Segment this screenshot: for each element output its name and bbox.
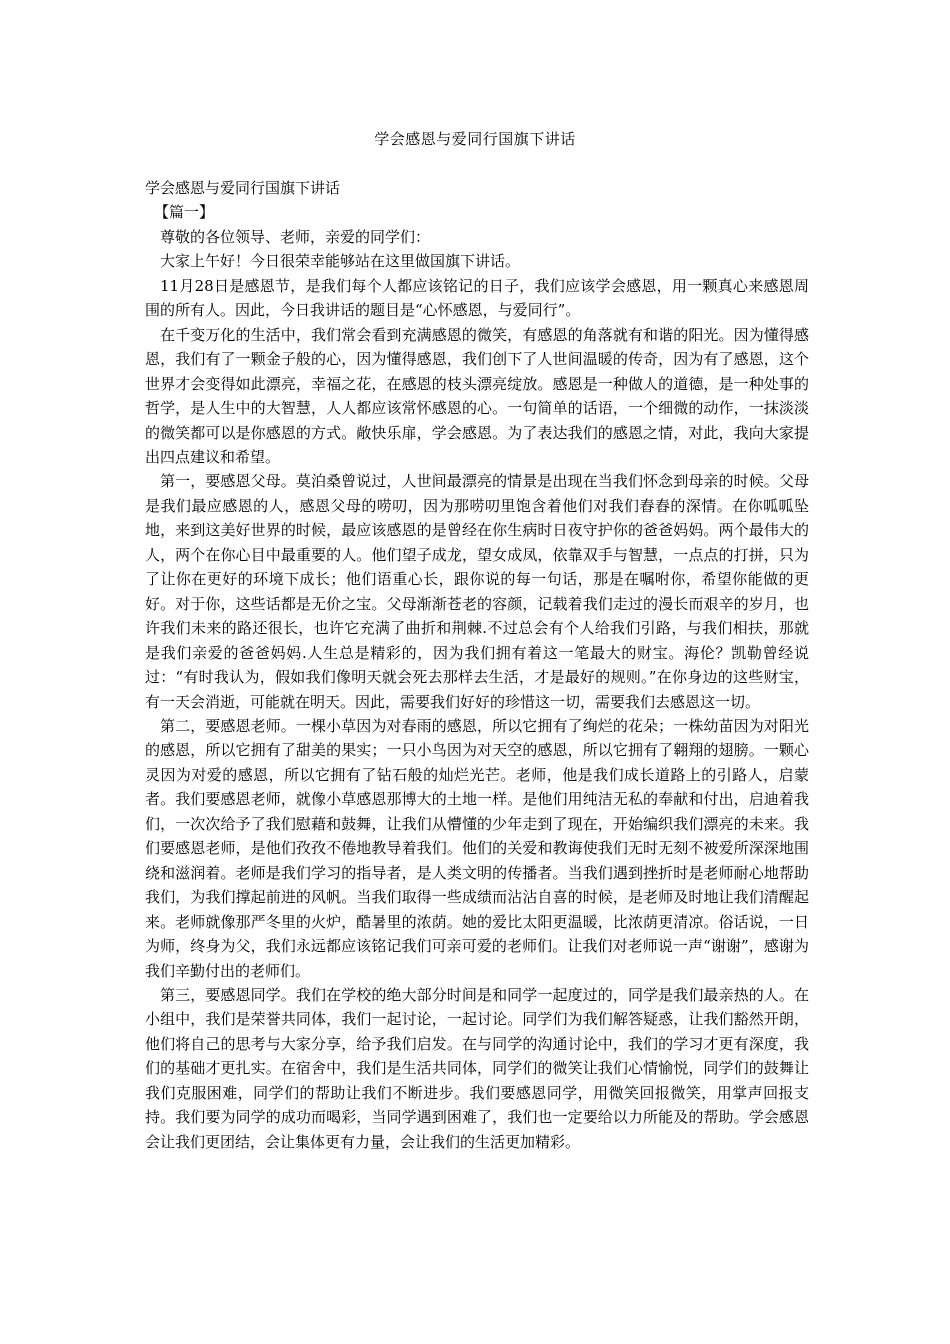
paragraph-intro: 11月28日是感恩节，是我们每个人都应该铭记的日子，我们应该学会感恩，用一颗真心来感恩周围的所有人。因此，今日我讲话的题目是“心怀感恩，与爱同行”。 xyxy=(145,276,809,320)
document-subtitle: 学会感恩与爱同行国旗下讲话 xyxy=(145,179,341,197)
paragraph-greeting: 大家上午好！今日很荣幸能够站在这里做国旗下讲话。 xyxy=(160,252,521,271)
paragraph-classmates: 第三，要感恩同学。我们在学校的绝大部分时间是和同学一起度过的，同学是我们最亲热的人。在小组中，我们是荣誉共同体，我们一起讨论，一起讨论。同学们为我们解答疑惑，让我们豁然开朗，他们将自己的思考与大家分享，给予我们启发。在与同学的沟通讨论中，我们的学习才更有深度，我们的基础才更扎实。在宿舍中，我们是生活共同体，同学们的微笑让我们心情愉悦，同学们的鼓舞让我们克服困难，同学们的帮助让我们不断进步。我们要感恩同学，用微笑回报微笑，用掌声回报支持。我们要为同学的成功而喝彩，当同学遇到困难了，我们也一定要给以力所能及的帮助。学会感恩会让我们更团结，会让集体更有力量，会让我们的生活更加精彩。 xyxy=(145,985,809,1151)
document-body xyxy=(145,176,809,1154)
paragraph-salutation: 尊敬的各位领导、老师，亲爱的同学们： xyxy=(160,227,431,246)
paragraph-parents: 第一，要感恩父母。莫泊桑曾说过，人世间最漂亮的情景是出现在当我们怀念到母亲的时候。父母是我们最应感恩的人，感恩父母的唠叨，因为那唠叨里饱含着他们对我们舂舂的深情。在你呱呱坠地，来到这美好世界的时候，最应该感恩的是曾经在你生病时日夜守护你的爸爸妈妈。两个最伟大的人，两个在你心目中最重要的人。他们望子成龙，望女成凤，依靠双手与智慧，一点点的打拼，只为了让你在更好的环境下成长；他们语重心长，跟你说的每一句话，那是在嘱咐你，希望你能做的更好。对于你，这些话都是无价之宝。父母渐渐苍老的容颜，记载着我们走过的漫长而艰辛的岁月，也许我们未来的路还很长，也许它充满了曲折和荆棘.不过总会有个人给我们引路，与我们相扶，那就是我们亲爱的爸爸妈妈.人生总是精彩的，因为我们拥有着这一笔最大的财宝。海伦？凯勒曾经说过：“有时我认为，假如我们像明天就会死去那样去生活，才是最好的规则。”在你身边的这些财宝，有一天会消逝，可能就在明天。因此，需要我们好好的珍惜这一切，需要我们去感恩这一切。 xyxy=(145,472,809,711)
paragraph-teachers: 第二，要感恩老师。一棵小草因为对春雨的感恩，所以它拥有了绚烂的花朵；一株幼苗因为对阳光的感恩，所以它拥有了甜美的果实；一只小鸟因为对天空的感恩，所以它拥有了翱翔的翅膀。一颗心灵因为对爱的感恩，所以它拥有了钻石般的灿烂光芒。老师，他是我们成长道路上的引路人，启蒙者。我们要感恩老师，就像小草感恩那博大的土地一样。是他们用纯洁无私的奉献和付出，启迪着我们，一次次给予了我们慰藉和鼓舞，让我们从懵懂的少年走到了现在，开始编织我们漂亮的未来。我们要感恩老师，是他们孜孜不倦地教导着我们。他们的关爱和教诲使我们无时无刻不被爱所深深地围绕和滋润着。老师是我们学习的指导者，是人类文明的传播者。当我们遇到挫折时是老师耐心地帮助我们，为我们撑起前进的风帆。当我们取得一些成绩而沾沾自喜的时候，是老师及时地让我们清醒起来。老师就像那严冬里的火炉，酷暑里的浓荫。她的爱比太阳更温暖，比浓荫更清凉。俗话说，一日为师，终身为父，我们永远都应该铭记我们可亲可爱的老师们。让我们对老师说一声“谢谢”，感谢为我们辛勤付出的老师们。 xyxy=(145,716,809,980)
section-label: 【篇一】 xyxy=(154,203,215,222)
document-title: 学会感恩与爱同行国旗下讲话 xyxy=(374,130,576,148)
paragraph-gratitude: 在千变万化的生活中，我们常会看到充满感恩的微笑，有感恩的角落就有和谐的阳光。因为懂得感恩，我们有了一颗金子般的心，因为懂得感恩，我们创下了人世间温暖的传奇，因为有了感恩，这个世界才会变得如此漂亮，幸福之花，在感恩的枝头漂亮绽放。感恩是一种做人的道德，是一种处事的哲学，是人生中的大智慧，人人都应该常怀感恩的心。一句简单的话语，一个细微的动作，一抹淡淡的微笑都可以是你感恩的方式。敞快乐扉，学会感恩。为了表达我们的感恩之情，对此，我向大家提出四点建议和希望。 xyxy=(145,325,809,466)
